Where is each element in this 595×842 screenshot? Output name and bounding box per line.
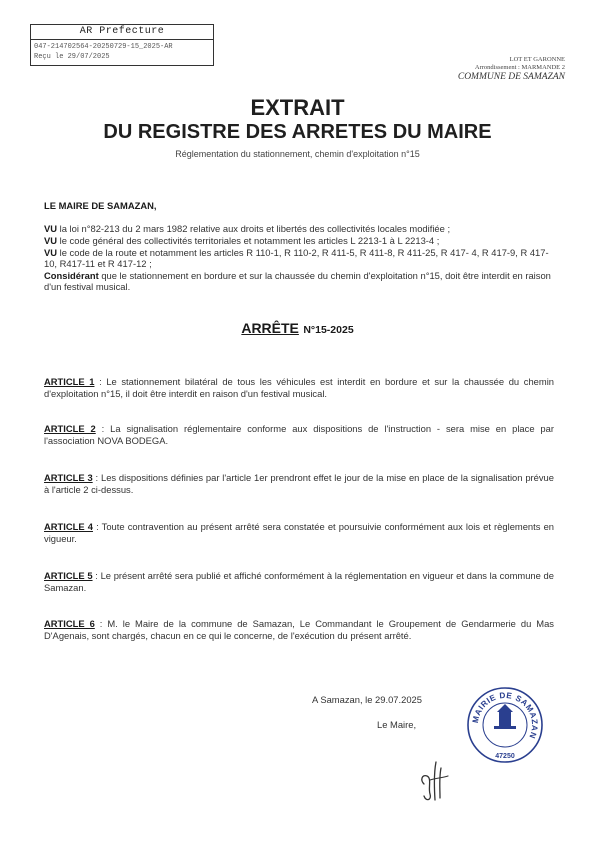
vu-label: VU — [44, 223, 58, 234]
seal-emblem-icon — [494, 704, 516, 729]
article-label: ARTICLE 3 — [44, 472, 93, 483]
vu-text: le code général des collectivités territoriales et notamment les articles L 2213-1 à L 2213-4 ; — [59, 235, 440, 246]
vu-label: VU — [44, 247, 58, 258]
article-text: : La signalisation réglementaire conforme aux dispositions de l'instruction - sera mise en place par l'association NOVA BODEGA. — [44, 423, 554, 447]
article-label: ARTICLE 6 — [44, 618, 95, 629]
article-1 — [44, 376, 554, 400]
considerant-text: que le stationnement en bordure et sur la chaussée du chemin d'exploitation n°15, doit être interdit en raison d'un festival musical. — [44, 270, 551, 293]
article-label: ARTICLE 4 — [44, 521, 93, 532]
article-5 — [44, 570, 554, 594]
commune-name: COMMUNE DE SAMAZAN — [457, 72, 565, 82]
mayor-signature — [410, 756, 460, 806]
considerant-label: Considérant — [44, 270, 99, 281]
vu-clause-3 — [44, 247, 554, 270]
vu-clause-2 — [44, 235, 554, 246]
vu-clause-1 — [44, 223, 554, 234]
vu-text: le code de la route et notamment les articles R 110-1, R 110-2, R 411-5, R 411-8, R 411-25, R 417- 4, R 417-9, R 417-10, R417-11 et R 417-12 ; — [44, 247, 549, 270]
place-date: A Samazan, le 29.07.2025 — [312, 694, 422, 705]
signatory-role: Le Maire, — [377, 719, 417, 730]
seal-ring-text: MAIRIE DE SAMAZAN — [470, 690, 540, 741]
stamp-received-date: Reçu le 29/07/2025 — [34, 53, 110, 61]
mayor-heading: LE MAIRE DE SAMAZAN, — [44, 200, 157, 211]
article-label: ARTICLE 1 — [44, 376, 95, 387]
department: LOT ET GARONNE — [509, 56, 565, 63]
article-text: : M. le Maire de la commune de Samazan, Le Commandant le Groupement de Gendarmerie du Mas D'Agenais, sont chargés, chacun en ce qui le concerne, de l'exécution du présent arrêté. — [44, 618, 554, 642]
article-label: ARTICLE 2 — [44, 423, 96, 434]
vu-text: la loi n°82-213 du 2 mars 1982 relative aux droits et libertés des collectivités locales modifiée ; — [59, 223, 451, 234]
vu-label: VU — [44, 235, 58, 246]
article-text: : Les dispositions définies par l'article 1er prendront effet le jour de la mise en place de la signalisation prévue à l'article 2 ci-dessus. — [44, 472, 554, 496]
page-subtitle: Réglementation du stationnement, chemin d'exploitation n°15 — [175, 149, 420, 159]
prefecture-stamp — [30, 24, 214, 66]
considerant-clause — [44, 270, 554, 293]
article-text: : Le stationnement bilatéral de tous les véhicules est interdit en bordure et sur la chaussée du chemin d'exploitation n°15, il doit être interdit en raison d'un festival musical. — [44, 376, 554, 400]
stamp-reference: 047-214702564-20250729-15_2025-AR — [34, 43, 173, 51]
article-3 — [44, 472, 554, 496]
mairie-seal — [466, 686, 544, 764]
article-text: : Le présent arrêté sera publié et affiché conformément à la réglementation en vigueur et dans la commune de Samazan. — [44, 570, 554, 594]
arrete-heading — [0, 320, 595, 338]
seal-postcode: 47250 — [495, 753, 515, 760]
article-6 — [44, 618, 554, 642]
arrete-number: N°15-2025 — [303, 324, 354, 336]
article-2 — [44, 423, 554, 447]
page-title-line2: DU REGISTRE DES ARRETES DU MAIRE — [103, 121, 492, 143]
article-text: : Toute contravention au présent arrêté sera constatée et poursuivie conformément aux lois et règlements en vigueur. — [44, 521, 554, 545]
district: Arrondissement : MARMANDE 2 — [474, 64, 565, 71]
article-4 — [44, 521, 554, 545]
page-title: EXTRAIT — [250, 95, 345, 120]
article-label: ARTICLE 5 — [44, 570, 93, 581]
stamp-title: AR Prefecture — [31, 25, 213, 40]
arrete-word: ARRÊTE — [241, 320, 299, 336]
